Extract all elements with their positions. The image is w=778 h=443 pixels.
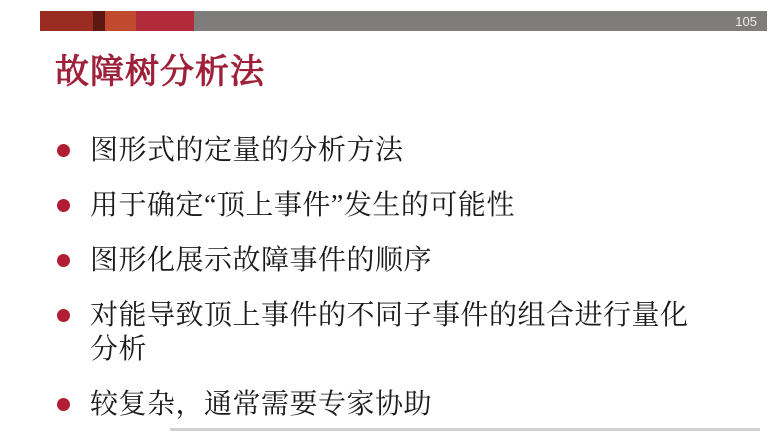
bullet-item — [57, 388, 702, 422]
bullet-list — [57, 134, 702, 443]
accent-bar-gray — [194, 11, 767, 31]
bullet-dot-icon — [57, 254, 70, 267]
accent-bar-segment-2 — [93, 11, 105, 31]
bullet-item — [57, 244, 702, 278]
accent-bar-segment-3 — [105, 11, 136, 31]
bullet-dot-icon — [57, 398, 70, 411]
bullet-item — [57, 134, 702, 168]
bullet-text: 用于确定“顶上事件”发生的可能性 — [90, 190, 515, 221]
bullet-item — [57, 299, 702, 367]
accent-bar-segment-4 — [136, 11, 194, 31]
bullet-dot-icon — [57, 309, 70, 322]
bullet-text: 图形化展示故障事件的顺序 — [90, 245, 433, 276]
accent-bar-segment-1 — [40, 11, 93, 31]
page-number: 105 — [735, 13, 757, 29]
header-accent-bar — [40, 11, 767, 31]
bullet-dot-icon — [57, 144, 70, 157]
bullet-item — [57, 189, 702, 223]
slide-title: 故障树分析法 — [55, 54, 265, 91]
bullet-text: 对能导致顶上事件的不同子事件的组合进行量化分析 — [90, 300, 689, 365]
bullet-text: 图形式的定量的分析方法 — [90, 135, 404, 166]
bullet-dot-icon — [57, 199, 70, 212]
bullet-text: 较复杂，通常需要专家协助 — [90, 389, 433, 420]
